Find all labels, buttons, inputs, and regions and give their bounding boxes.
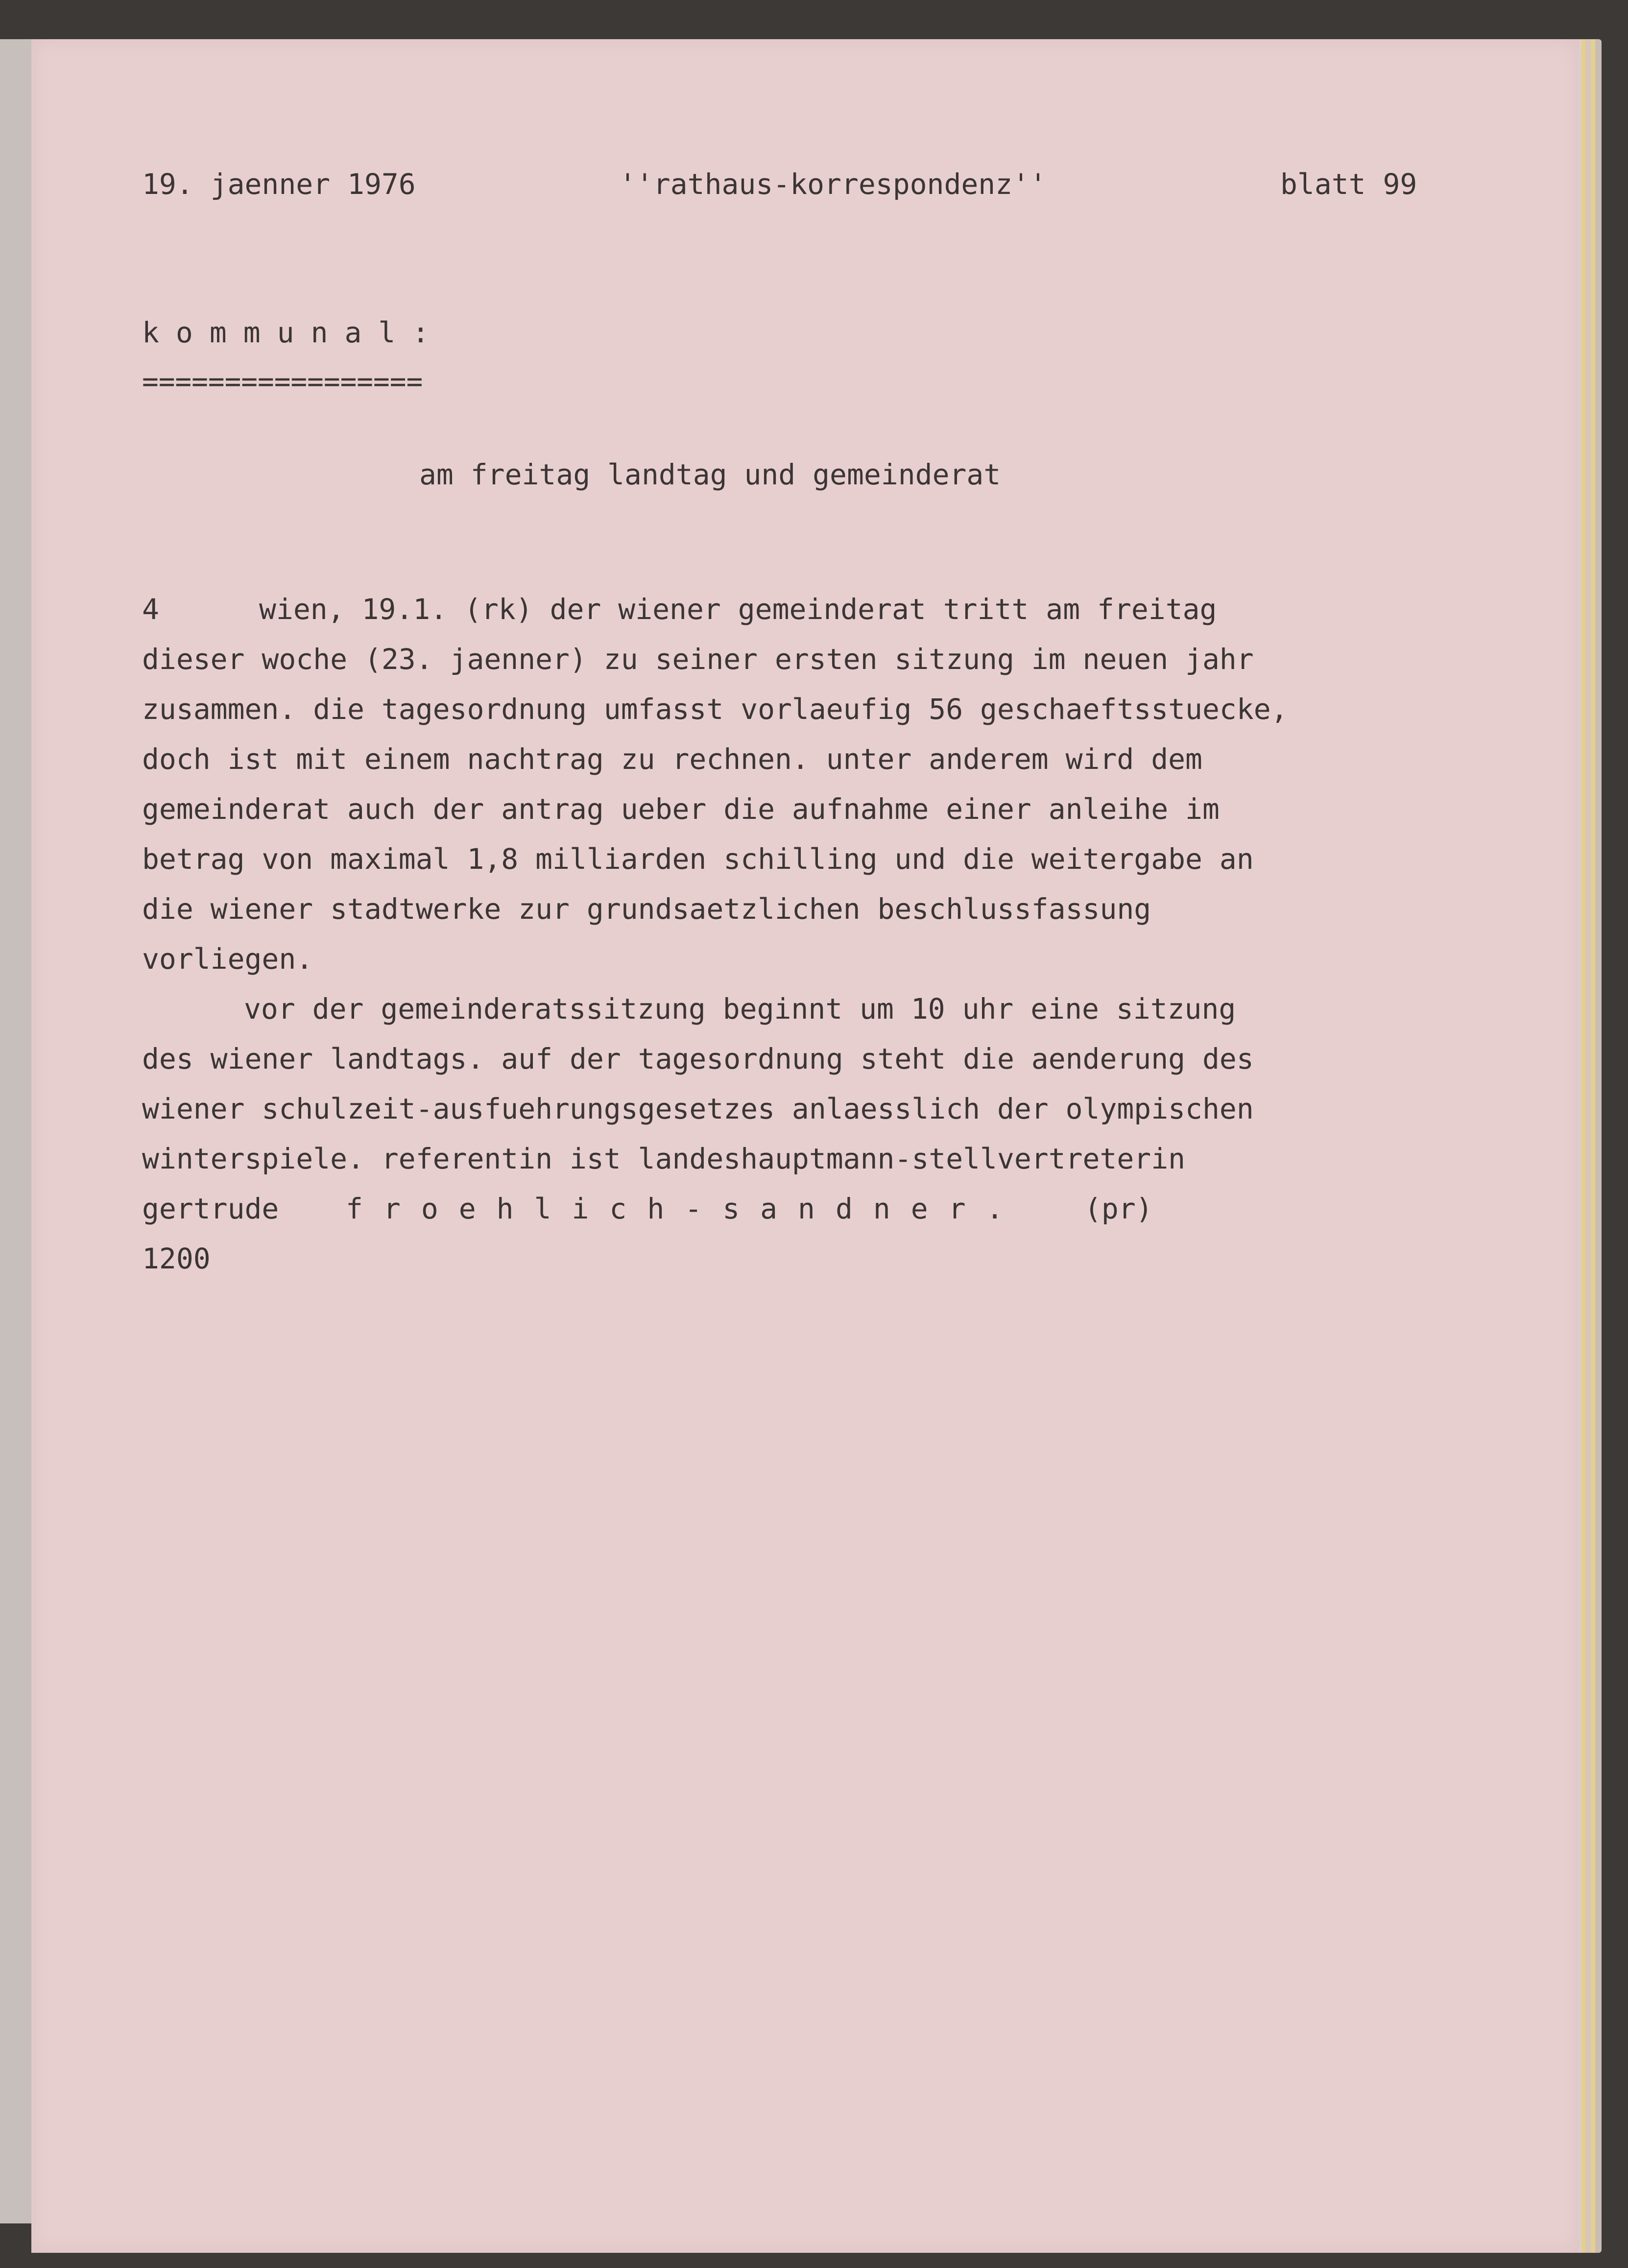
signoff-first-name: gertrude <box>142 1192 279 1225</box>
paragraph-1-line-2: dieser woche (23. jaenner) zu seiner ersten sitzung im neuen jahr <box>142 643 1254 676</box>
signoff-tag: (pr) <box>1084 1192 1153 1225</box>
header-publication: ''rathaus-korrespondenz'' <box>619 167 1047 201</box>
paragraph-2-line-3: wiener schulzeit-ausfuehrungsgesetzes anlaesslich der olympischen <box>142 1092 1254 1125</box>
section-underline: ================= <box>142 366 423 398</box>
signoff-surname: froehlich-sandner. <box>346 1192 1024 1225</box>
paragraph-1-line-8: vorliegen. <box>142 942 313 976</box>
paragraph-1-line-4: doch ist mit einem nachtrag zu rechnen. unter anderem wird dem <box>142 742 1202 776</box>
paragraph-2-line-2: des wiener landtags. auf der tagesordnung steht die aenderung des <box>142 1042 1254 1075</box>
paragraph-2-line-4: winterspiele. referentin ist landeshauptmann-stellvertreterin <box>142 1142 1186 1175</box>
paragraph-1-line-1: wien, 19.1. (rk) der wiener gemeinderat tritt am freitag <box>259 593 1217 626</box>
paragraph-1-line-7: die wiener stadtwerke zur grundsaetzlichen beschlussfassung <box>142 892 1151 926</box>
facing-page-edge <box>0 39 32 2223</box>
time-code: 1200 <box>142 1242 211 1275</box>
document-page <box>31 39 1579 2253</box>
section-title: kommunal: <box>142 316 446 349</box>
paragraph-2-line-1: vor der gemeinderatssitzung beginnt um 10 uhr eine sitzung <box>244 992 1236 1026</box>
paragraph-1-line-3: zusammen. die tagesordnung umfasst vorlaeufig 56 geschaeftsstuecke, <box>142 692 1288 726</box>
header-sheet: blatt 99 <box>1280 167 1417 201</box>
article-number: 4 <box>142 593 159 626</box>
header-date: 19. jaenner 1976 <box>142 167 416 201</box>
paragraph-1-line-6: betrag von maximal 1,8 milliarden schilling und die weitergabe an <box>142 842 1254 876</box>
article-headline: am freitag landtag und gemeinderat <box>419 458 1001 491</box>
paragraph-1-line-5: gemeinderat auch der antrag ueber die aufnahme einer anleihe im <box>142 792 1220 826</box>
